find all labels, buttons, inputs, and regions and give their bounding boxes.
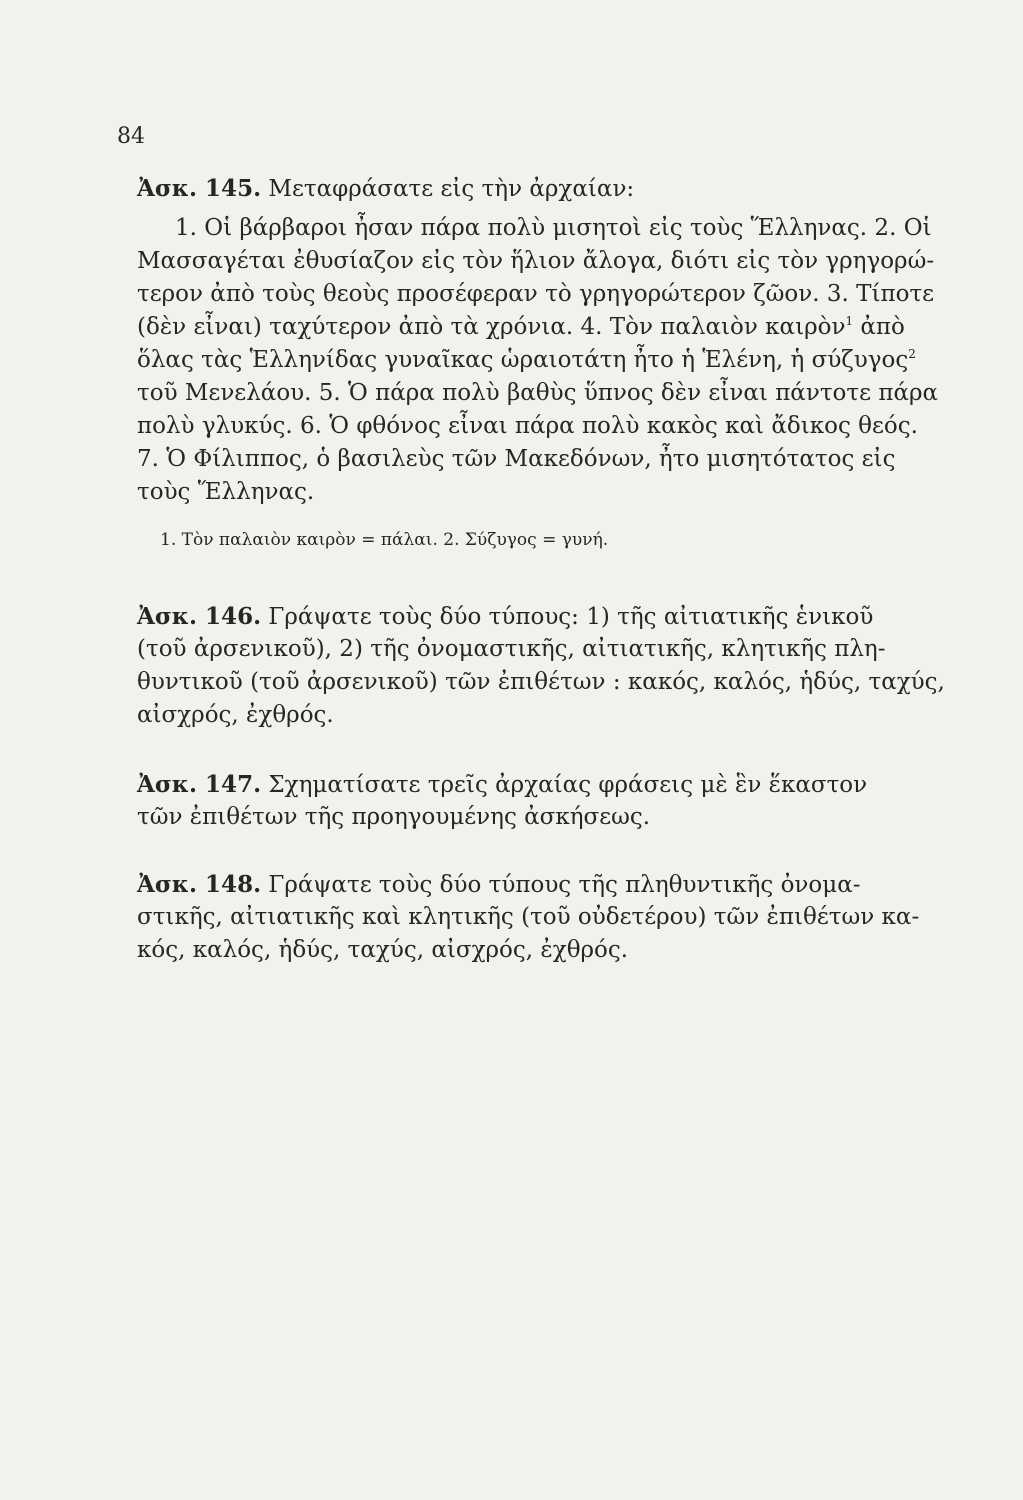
exercise-145-line-4-text: (δὲν εἶναι) ταχύτερον ἀπὸ τὰ χρόνια. 4. Τὸν παλαιὸν καιρὸν [137,314,846,340]
exercise-145-label: Ἀσκ. 145. [137,175,262,202]
footnote-ref-1: 1 [845,314,854,328]
exercise-145-line-5-text: ὅλας τὰς Ἑλληνίδας γυναῖκας ὡραιοτάτη ἦτο ἡ Ἑλένη, ἡ σύζυγος [137,347,909,373]
exercise-145-line-1: 1. Οἱ βάρβαροι ἦσαν πάρα πολὺ μισητοὶ εἰς τοὺς Ἕλληνας. 2. Οἱ [175,215,932,241]
exercise-145-line-4 [137,311,937,344]
exercise-146-line-1 [137,600,937,633]
footnote-ref-2: 2 [908,347,916,361]
exercise-147-line-1 [137,768,937,801]
exercise-148-line-2: στικῆς, αἰτιατικῆς καὶ κλητικῆς (τοῦ οὐδετέρου) τῶν ἐπιθέτων κα- [137,904,920,930]
exercise-145-line-4-tail: ἀπὸ [853,314,905,340]
exercise-148-line-1-text: Γράψατε τοὺς δύο τύπους τῆς πληθυντικῆς ὀνομα- [261,872,861,898]
exercise-148-line-1 [137,868,937,901]
exercise-145-body [137,212,937,509]
exercise-147-line-2: τῶν ἐπιθέτων τῆς προηγουμένης ἀσκήσεως. [137,804,651,830]
exercise-145-line-8: 7. Ὁ Φίλιππος, ὁ βασιλεὺς τῶν Μακεδόνων, ἦτο μισητότατος εἰς [137,446,896,472]
exercise-146-body [137,600,945,732]
exercise-147-line-1-text: Σχηματίσατε τρεῖς ἀρχαίας φράσεις μὲ ἓν ἕκαστον [261,772,868,798]
exercise-145-line-6: τοῦ Μενελάου. 5. Ὁ πάρα πολὺ βαθὺς ὕπνος δὲν εἶναι πάντοτε πάρα [137,380,939,406]
exercise-147-label: Ἀσκ. 147. [137,771,262,798]
exercise-145-heading [137,172,634,206]
exercise-145-line-2: Μασσαγέται ἐθυσίαζον εἰς τὸν ἥλιον ἄλογα, διότι εἰς τὸν γρηγορώ- [137,248,935,274]
exercise-147-body [137,768,937,834]
exercise-146-label: Ἀσκ. 146. [137,603,262,630]
exercise-146-line-4: αἰσχρός, ἐχθρός. [137,702,334,728]
exercise-148-label: Ἀσκ. 148. [137,871,262,898]
exercise-146-line-3: θυντικοῦ (τοῦ ἀρσενικοῦ) τῶν ἐπιθέτων : κακός, καλός, ἡδύς, ταχύς, [137,669,945,695]
exercise-148-line-3: κός, καλός, ἡδύς, ταχύς, αἰσχρός, ἐχθρός. [137,937,629,963]
exercise-146-line-1-text: Γράψατε τοὺς δύο τύπους: 1) τῆς αἰτιατικῆς ἑνικοῦ [261,604,874,630]
exercise-148-body [137,868,937,967]
exercise-145-line-3: τερον ἀπὸ τοὺς θεοὺς προσέφεραν τὸ γρηγορώτερον ζῶον. 3. Τίποτε [137,281,935,307]
exercise-146-line-2: (τοῦ ἀρσενικοῦ), 2) τῆς ὀνομαστικῆς, αἰτιατικῆς, κλητικῆς πλη- [137,636,886,662]
page-number: 84 [117,124,145,149]
exercise-145-title: Μεταφράσατε εἰς τὴν ἀρχαίαν: [261,176,635,202]
exercise-145-line-7: πολὺ γλυκύς. 6. Ὁ φθόνος εἶναι πάρα πολὺ κακὸς καὶ ἄδικος θεός. [137,413,918,439]
footnote: 1. Τὸν παλαιὸν καιρὸν = πάλαι. 2. Σύζυγος = γυνή. [160,530,609,550]
exercise-145-line-9: τοὺς Ἕλληνας. [137,479,315,505]
exercise-145-line-5 [137,344,937,377]
